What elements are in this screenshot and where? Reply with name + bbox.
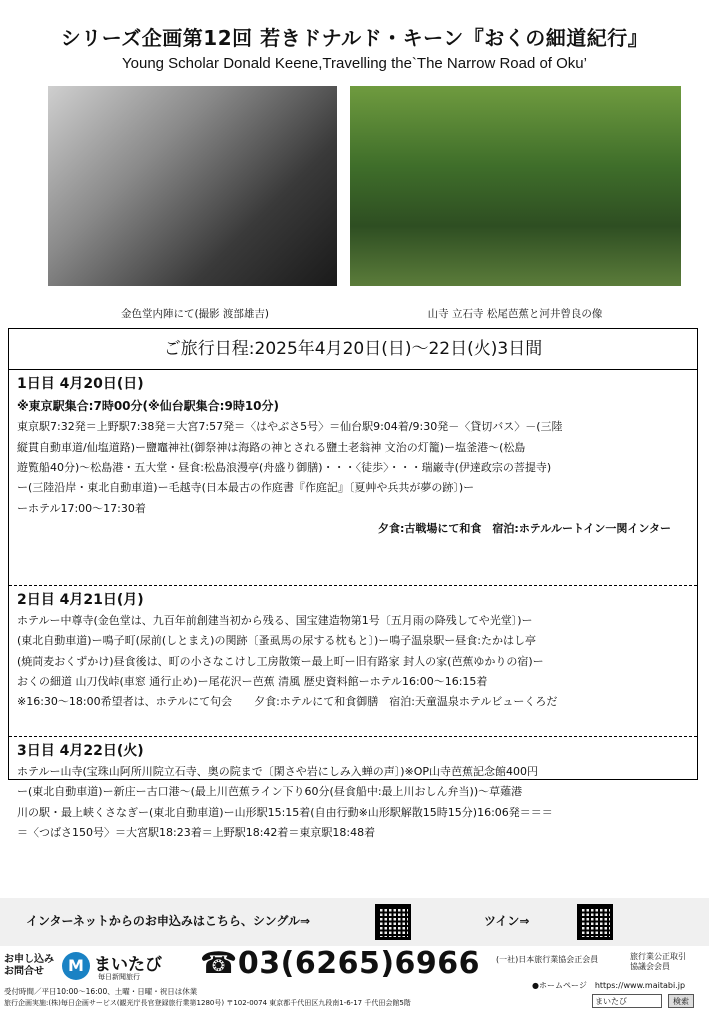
day-3-section	[9, 736, 697, 843]
brand-name: まいたび	[94, 955, 162, 975]
page-title: シリーズ企画第12回 若きドナルド・キーン『おくの細道紀行』	[60, 26, 649, 50]
day-3-line: ー(東北自動車道)ー新庄ー古口港〜(最上川芭蕉ライン下り60分(昼食船中:最上川おしん弁当))〜草薙港	[17, 785, 523, 799]
day-2-header: 2日目 4月21日(月)	[17, 592, 144, 608]
qr-code-twin-icon[interactable]	[577, 904, 613, 940]
association-line: 旅行業公正取引	[630, 952, 686, 961]
itinerary-box	[8, 328, 698, 840]
search-button[interactable]: 検索	[668, 994, 694, 1008]
day-1-line: 東京駅7:32発＝上野駅7:38発＝大宮7:57発＝〈はやぶさ5号〉＝仙台駅9:04着/9:30発－〈貸切バス〉－(三陸	[17, 420, 563, 434]
photo-yamadera-statues	[350, 86, 681, 286]
internet-booking-text: インターネットからのお申込みはこちら、シングル⇒	[26, 914, 311, 928]
day-1-line: ー(三陸沿岸・東北自動車道)ー毛越寺(日本最古の作庭書『作庭記』〔夏艸や兵共が夢の跡〕)ー	[17, 481, 475, 495]
day-3-header: 3日目 4月22日(火)	[17, 743, 144, 759]
day-3-line: ホテルー山寺(宝珠山阿所川院立石寺、奥の院まで〔閑さや岩にしみ入蝉の声〕)※OP山寺芭蕉記念館400円	[17, 765, 539, 778]
contact-label	[4, 954, 54, 978]
association-line: 協議会会員	[630, 961, 670, 971]
photo-konjikido	[48, 86, 337, 286]
day-2-line: ホテルー中尊寺(金色堂は、九百年前創建当初から残る、国宝建造物第1号〔五月雨の降残してや光堂〕)ー	[17, 614, 533, 627]
search-input[interactable]: まいたび	[592, 994, 662, 1008]
company-info: 旅行企画実施:(株)毎日企画サービス(観光庁長官登録旅行業第1280号) 〒102-0074 東京都千代田区九段南1-6-17 千代田会館5階	[4, 999, 411, 1007]
day-1-meals: 夕食:古戦場にて和食 宿泊:ホテルルートイン一関インター	[378, 521, 671, 535]
day-2-lines	[17, 611, 689, 713]
day-1-section	[9, 369, 697, 585]
photo-caption-right: 山寺 立石寺 松尾芭蕉と河井曾良の像	[427, 308, 603, 320]
photo-caption-left: 金色堂内陣にて(撮影 渡部雄吉)	[120, 308, 270, 320]
day-1-line: 縦貫自動車道/仙塩道路)ー鹽竈神社(御祭神は海路の神とされる鹽土老翁神 文治の灯籠)ー塩釜港〜(松島	[17, 440, 526, 454]
phone-number[interactable]: ☎03(6265)6966	[200, 946, 481, 981]
twin-booking-text: ツイン⇒	[484, 914, 530, 928]
day-3-line: 川の駅・最上峡くさなぎー(東北自動車道)ー山形駅15:15着(自由行動※山形駅解散15時15分)16:06発＝＝＝	[17, 805, 553, 819]
maitabi-logo-icon: M	[62, 952, 90, 980]
association-jata: (一社)日本旅行業協会正会員	[496, 955, 599, 964]
day-2-section	[9, 585, 697, 736]
business-hours: 受付時間／平日10:00〜16:00、土曜・日曜・祝日は休業	[4, 987, 198, 996]
brand-subtitle: 毎日新聞旅行	[98, 973, 140, 981]
day-1-line: ーホテル17:00〜17:30着	[17, 501, 146, 515]
day-2-line: ※16:30〜18:00希望者は、ホテルにて句会 夕食:ホテルにて和食御膳 宿泊:天童温泉ホテルビューくろだ	[17, 695, 558, 709]
qr-code-single-icon[interactable]	[375, 904, 411, 940]
day-1-header: 1日目 4月20日(日)	[17, 376, 144, 392]
day-2-line: (焼茼麦おくずかけ)昼食後は、町の小さなこけし工房散策ー最上町ー旧有路家 封人の家(芭蕉ゆかりの宿)ー	[17, 654, 544, 668]
contact-label-line: お申し込み	[4, 954, 54, 965]
page-subtitle-en: Young Scholar Donald Keene,Travelling the`The Narrow Road of Oku’	[122, 55, 587, 72]
itinerary-heading: ご旅行日程:2025年4月20日(日)〜22日(火)3日間	[163, 339, 543, 359]
day-1-meeting: ※東京駅集合:7時00分(※仙台駅集合:9時10分)	[17, 399, 279, 413]
day-3-lines	[17, 762, 689, 843]
day-3-line: ＝〈つばさ150号〉＝大宮駅18:23着＝上野駅18:42着＝東京駅18:48着	[17, 826, 376, 840]
day-1-line: 遊覧船40分)〜松島港・五大堂・昼食:松島浪漫亭(舟盛り御膳)・・・〈徒歩〉・・・瑞巌寺(伊達政宗の菩提寺)	[17, 460, 552, 474]
day-2-line: おくの細道 山刀伐峠(車窓 通行止め)ー尾花沢ー芭蕉 清風 歴史資料館ーホテル16:00〜16:15着	[17, 675, 488, 689]
association-fair-trade	[630, 952, 686, 971]
footer	[0, 946, 709, 1024]
contact-label-line: お問合せ	[4, 966, 44, 977]
day-1-lines	[17, 417, 689, 519]
homepage-link[interactable]: ●ホームページ https://www.maitabi.jp	[532, 981, 686, 990]
day-2-line: (東北自動車道)ー鳴子町(尿前(しとまえ)の関跡〔蚤虱馬の尿する枕もと〕)ー鳴子温泉駅ー昼食:たかはし亭	[17, 634, 536, 648]
booking-bar	[0, 898, 709, 946]
